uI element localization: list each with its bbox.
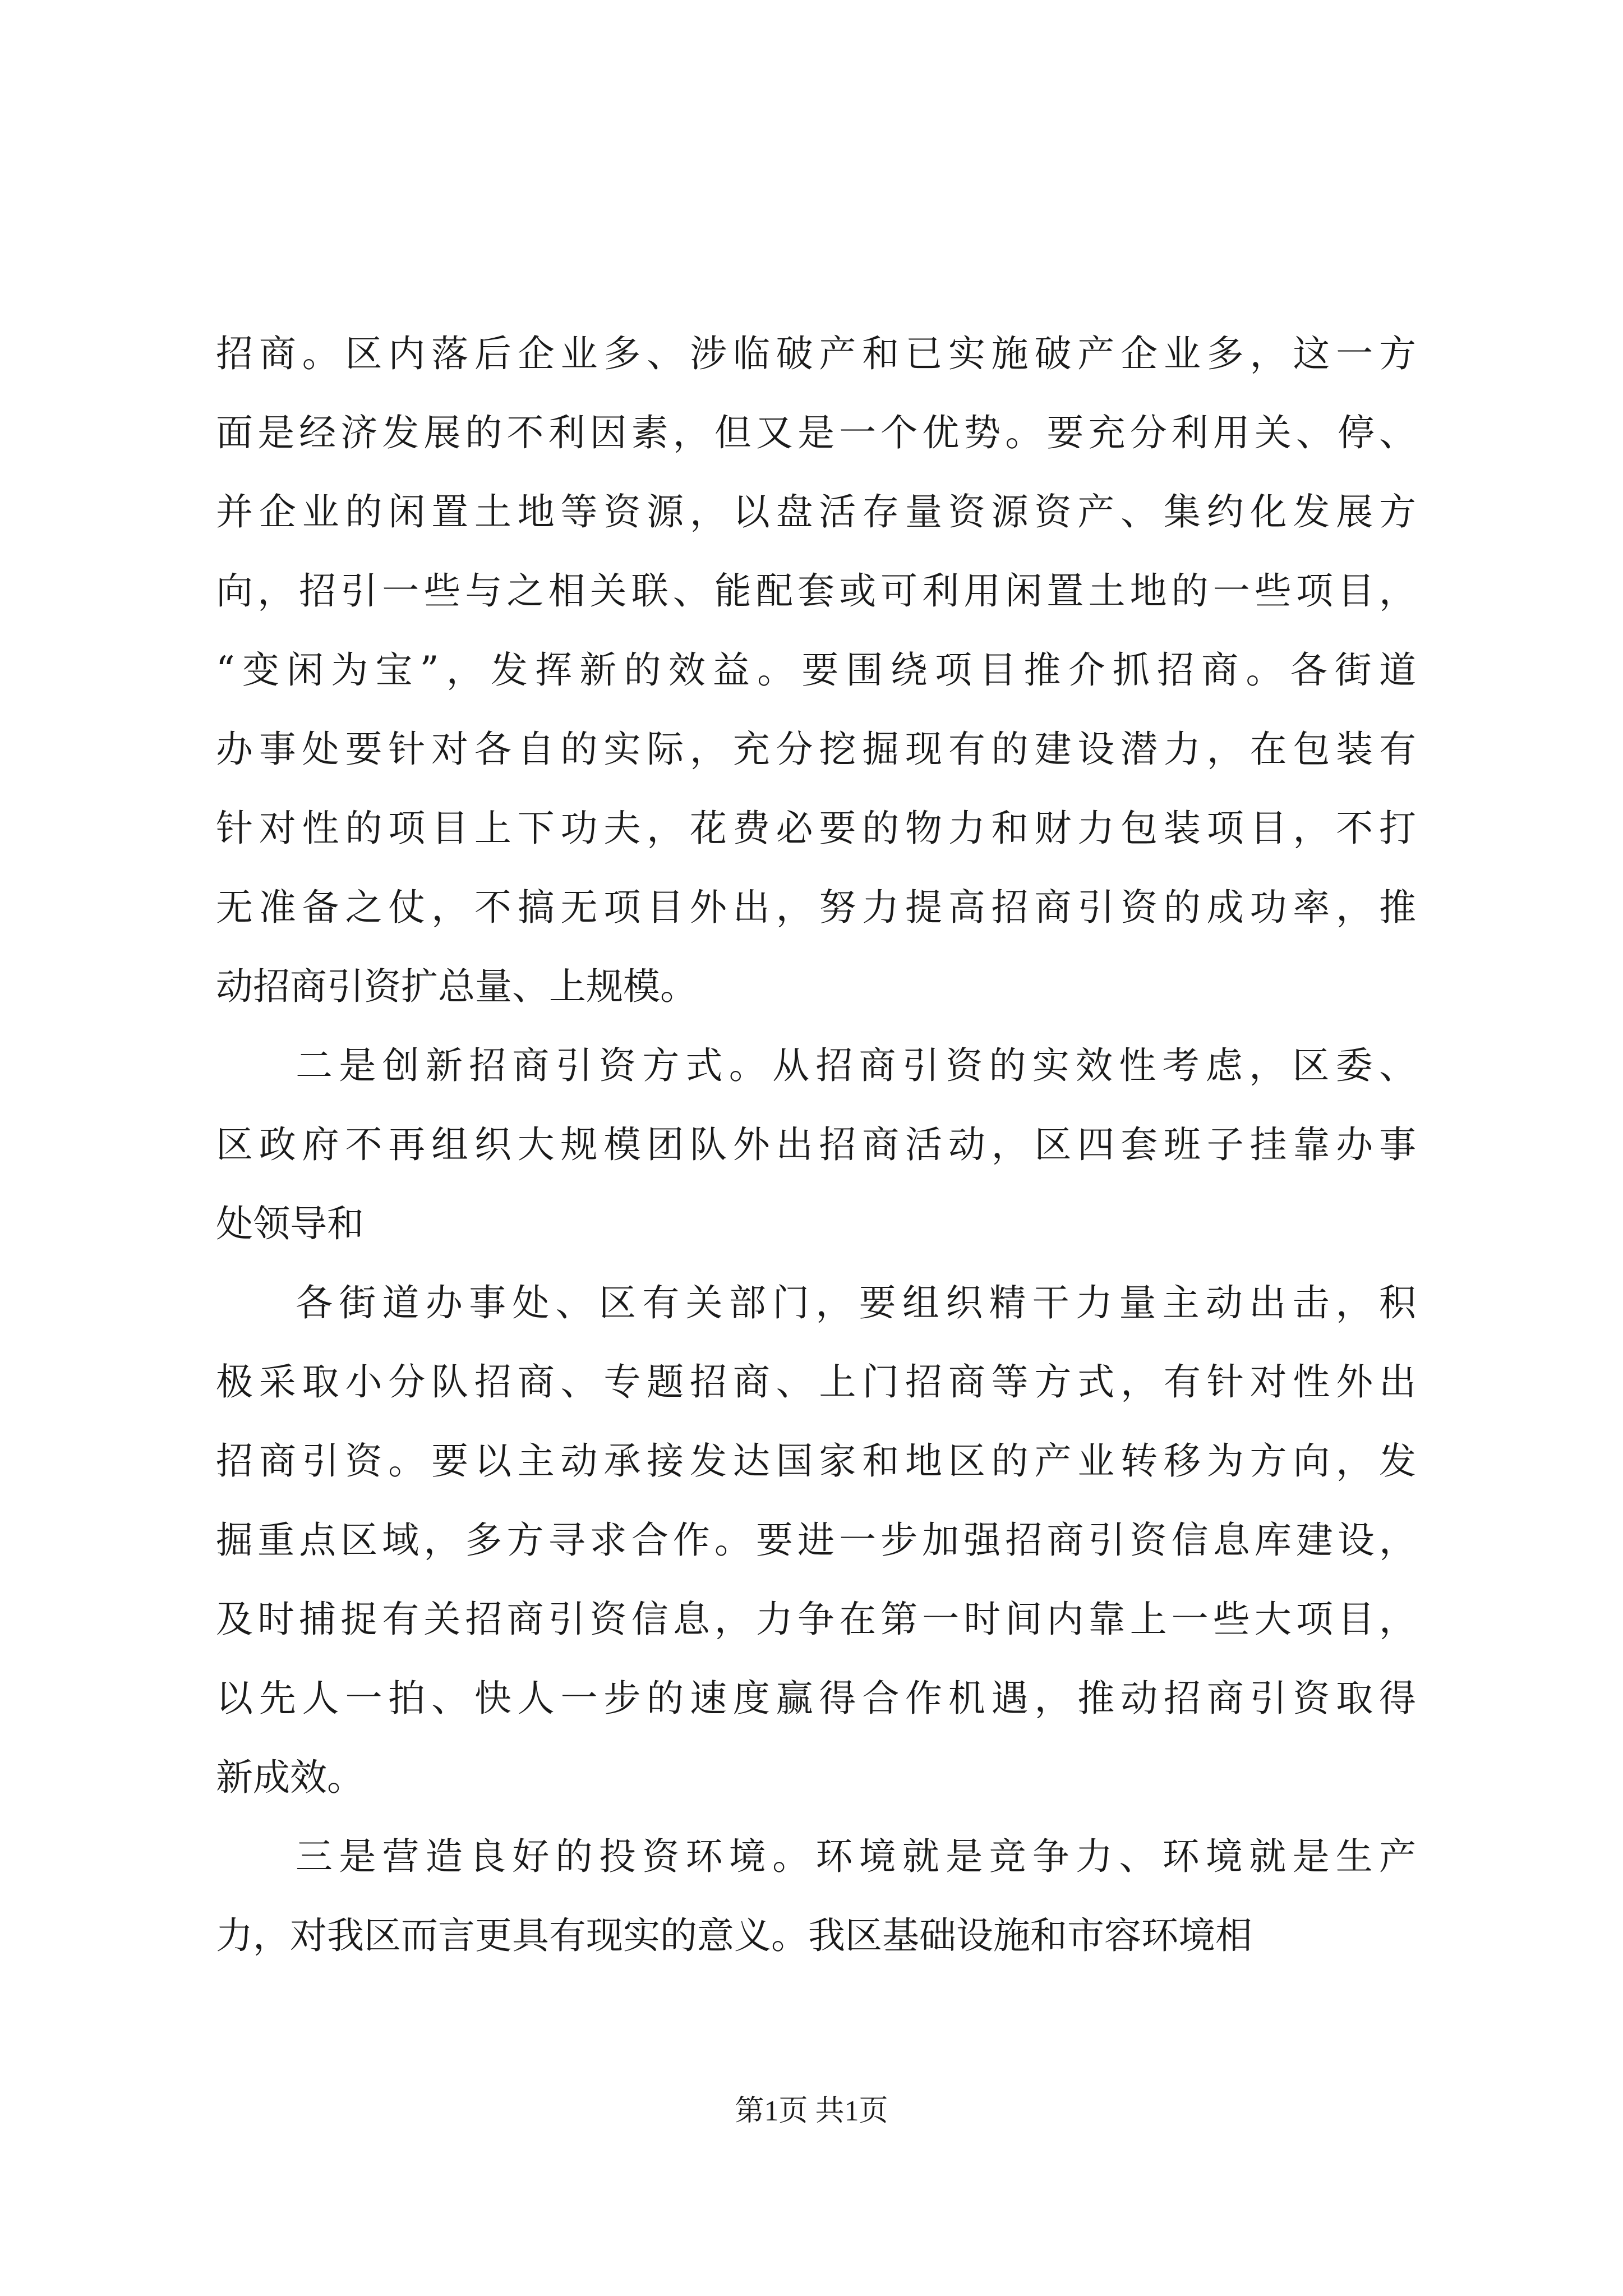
text-line: “变闲为宝”，发挥新的效益。要围绕项目推介抓招商。各街道	[216, 648, 1416, 692]
paragraph-first-line: 各街道办事处、区有关部门，要组织精干力量主动出击，积	[296, 1281, 1416, 1324]
text-line: 并企业的闲置土地等资源，以盘活存量资源资产、集约化发展方	[216, 490, 1416, 533]
paragraph-first-line: 二是创新招商引资方式。从招商引资的实效性考虑，区委、	[296, 1044, 1416, 1087]
text-line: 向，招引一些与之相关联、能配套或可利用闲置土地的一些项目，	[216, 569, 1416, 613]
page-footer: 第1页 共1页	[735, 2095, 888, 2127]
text-line: 处领导和	[216, 1202, 364, 1245]
text-line: 针对性的项目上下功夫，花费必要的物力和财力包装项目，不打	[216, 807, 1416, 850]
text-line: 办事处要针对各自的实际，充分挖掘现有的建设潜力，在包装有	[216, 728, 1416, 771]
text-line: 动招商引资扩总量、上规模。	[216, 965, 697, 1008]
text-line: 区政府不再组织大规模团队外出招商活动，区四套班子挂靠办事	[216, 1123, 1416, 1166]
text-line: 无准备之仗，不搞无项目外出，努力提高招商引资的成功率，推	[216, 886, 1416, 929]
paragraph-first-line: 三是营造良好的投资环境。环境就是竞争力、环境就是生产	[296, 1835, 1416, 1878]
body-text	[216, 314, 1416, 1975]
text-line: 掘重点区域，多方寻求合作。要进一步加强招商引资信息库建设，	[216, 1519, 1416, 1562]
text-line: 面是经济发展的不利因素，但又是一个优势。要充分利用关、停、	[216, 411, 1416, 454]
text-line: 招商引资。要以主动承接发达国家和地区的产业转移为方向，发	[216, 1439, 1416, 1483]
text-line: 以先人一拍、快人一步的速度赢得合作机遇，推动招商引资取得	[216, 1677, 1416, 1720]
text-line: 力，对我区而言更具有现实的意义。我区基础设施和市容环境相	[216, 1914, 1252, 1957]
text-line: 及时捕捉有关招商引资信息，力争在第一时间内靠上一些大项目，	[216, 1598, 1416, 1641]
text-line: 招商。区内落后企业多、涉临破产和已实施破产企业多，这一方	[216, 332, 1416, 375]
text-line: 极采取小分队招商、专题招商、上门招商等方式，有针对性外出	[216, 1360, 1416, 1404]
text-line: 新成效。	[216, 1756, 364, 1799]
